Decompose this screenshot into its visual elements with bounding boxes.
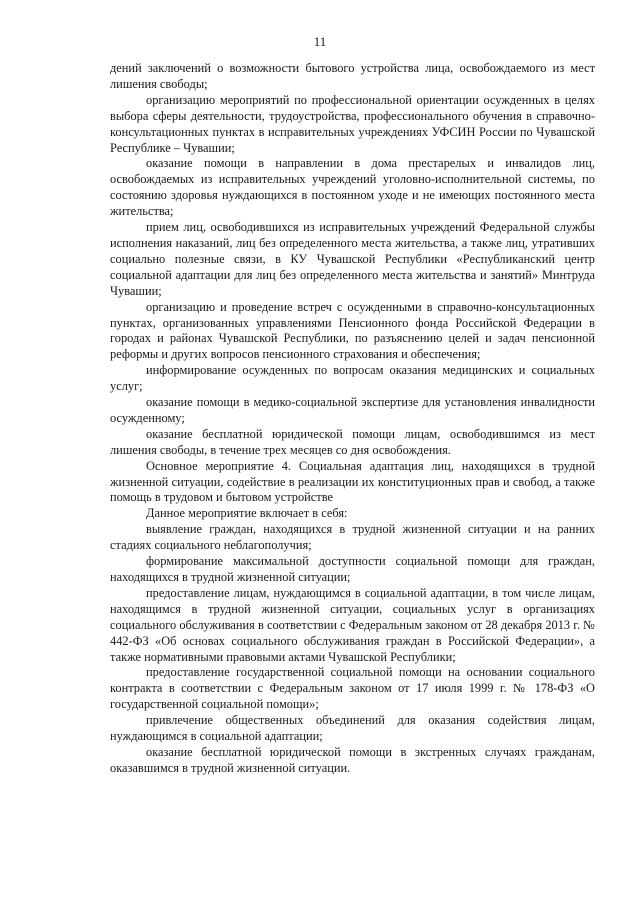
paragraph: выявление граждан, находящихся в трудной жизненной ситуации и на ранних стадиях социального неблагополучия; — [110, 522, 595, 553]
paragraph: организацию мероприятий по профессиональной ориентации осужденных в целях выбора сферы деятельности, трудоустройства, профессионального обучения в справочно-консультационных пунктах в исправительных учреждениях УФСИН России по Чувашской Республике – Чувашии; — [110, 92, 595, 155]
paragraph: оказание бесплатной юридической помощи лицам, освободившимся из мест лишения свободы, в течение трех месяцев со дня освобождения. — [110, 426, 595, 457]
page-number: 11 — [313, 34, 327, 49]
paragraph: оказание помощи в направлении в дома престарелых и инвалидов лиц, освобождаемых из исправительных учреждений уголовно-исполнительной системы, по состоянию здоровья нуждающихся в постоянном уходе и не имеющих постоянного места жительства; — [110, 156, 595, 219]
paragraph: предоставление государственной социальной помощи на основании социального контракта в соответствии с Федеральным законом от 17 июля 1999 г. № 178-ФЗ «О государственной социальной помощи»; — [110, 665, 595, 712]
paragraph: информирование осужденных по вопросам оказания медицинских и социальных услуг; — [110, 363, 595, 394]
paragraph: Данное мероприятие включает в себя: — [146, 506, 348, 521]
paragraph: привлечение общественных объединений для оказания содействия лицам, нуждающимся в социальной адаптации; — [110, 713, 595, 744]
paragraph: формирование максимальной доступности социальной помощи для граждан, находящихся в трудной жизненной ситуации; — [110, 554, 595, 584]
paragraph: предоставление лицам, нуждающимся в социальной адаптации, в том числе лицам, находящимся в трудной жизненной ситуации, социальных услуг в организациях социального обслуживания в соответствии с Федеральным законом от 28 декабря 2013 г. № 442-ФЗ «Об основах социального обслуживания граждан в Российской Федерации», а также нормативными правовыми актами Чувашской Республики; — [110, 585, 595, 664]
paragraph: оказание бесплатной юридической помощи в экстренных случаях гражданам, оказавшимся в трудной жизненной ситуации. — [110, 744, 595, 775]
paragraph: оказание помощи в медико-социальной экспертизе для установления инвалидности осужденному; — [110, 395, 595, 425]
paragraph: прием лиц, освободившихся из исправительных учреждений Федеральной службы исполнения наказаний, лиц без определенного места жительства, а также лиц, утративших социально полезные связи, в КУ Чувашской Республики «Республиканский центр социальной адаптации для лиц без определенного места жительства и занятий» Минтруда Чувашии; — [110, 220, 595, 298]
paragraph: Основное мероприятие 4. Социальная адаптация лиц, находящихся в трудной жизненной ситуации, содействие в реализации их конституционных прав и свобод, а также помощь в трудовом и бытовом устройстве — [110, 458, 595, 505]
paragraph: дений заключений о возможности бытового устройства лица, освобождаемого из мест лишения свободы; — [110, 61, 595, 91]
document-body — [110, 61, 595, 777]
paragraph: организацию и проведение встреч с осужденными в справочно-консультационных пунктах, организованных управлениями Пенсионного фонда Российской Федерации в городах и районах Чувашской Республики, по разъяснению целей и задач пенсионной реформы и других вопросов пенсионного страхования и обеспечения; — [110, 299, 595, 362]
